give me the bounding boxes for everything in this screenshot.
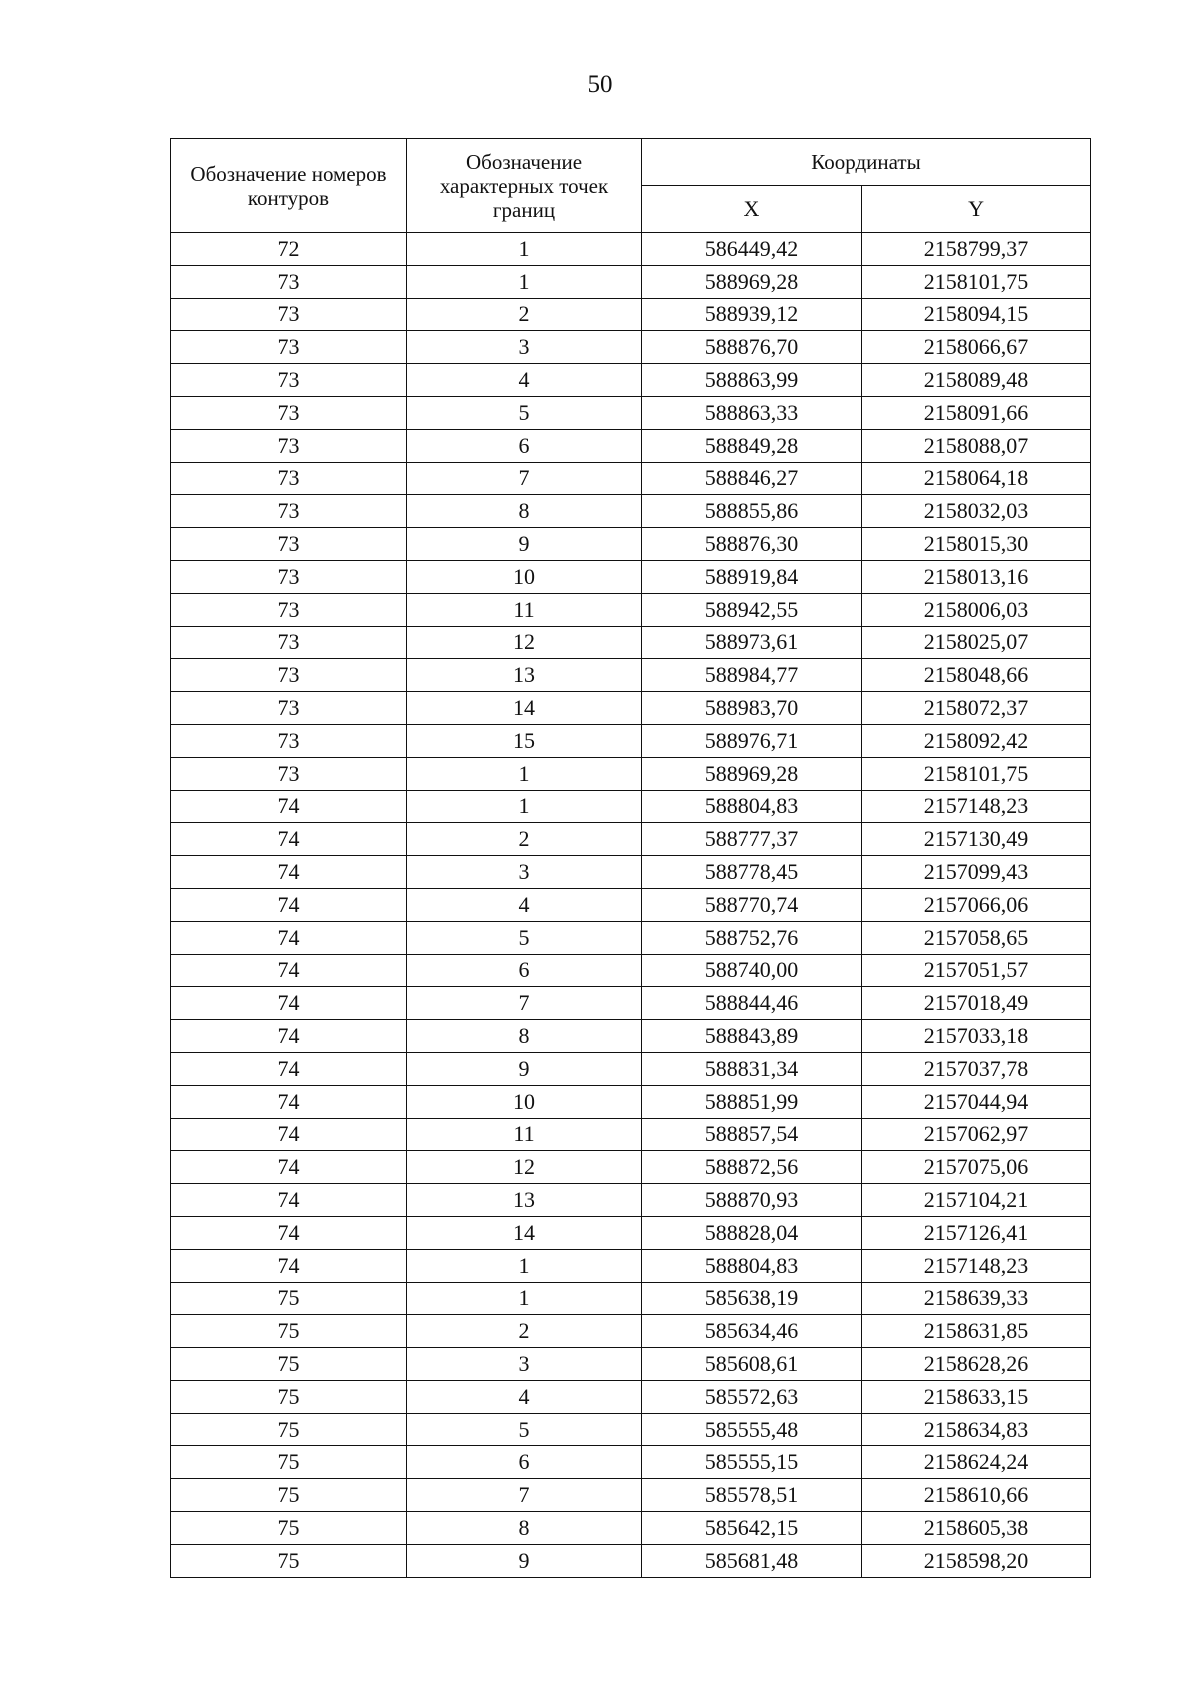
cell-y-coordinate: 2157051,57 xyxy=(862,954,1091,987)
table-row xyxy=(171,1413,1091,1446)
cell-contour-number: 74 xyxy=(171,954,407,987)
cell-x-coordinate: 588870,93 xyxy=(642,1184,862,1217)
cell-point-number: 1 xyxy=(407,233,642,266)
cell-point-number: 10 xyxy=(407,1085,642,1118)
cell-contour-number: 73 xyxy=(171,364,407,397)
cell-x-coordinate: 588876,30 xyxy=(642,528,862,561)
cell-x-coordinate: 588863,99 xyxy=(642,364,862,397)
cell-point-number: 9 xyxy=(407,528,642,561)
cell-y-coordinate: 2158048,66 xyxy=(862,659,1091,692)
table-row xyxy=(171,1282,1091,1315)
cell-contour-number: 73 xyxy=(171,659,407,692)
table-row xyxy=(171,1052,1091,1085)
cell-point-number: 7 xyxy=(407,987,642,1020)
cell-contour-number: 75 xyxy=(171,1479,407,1512)
table-row xyxy=(171,1544,1091,1577)
table-row xyxy=(171,1512,1091,1545)
header-boundary-point: Обозначение характерных точек границ xyxy=(407,139,642,233)
table-row xyxy=(171,396,1091,429)
cell-y-coordinate: 2157018,49 xyxy=(862,987,1091,1020)
header-row-top xyxy=(171,139,1091,186)
table-row xyxy=(171,823,1091,856)
table-row xyxy=(171,233,1091,266)
cell-x-coordinate: 588778,45 xyxy=(642,856,862,889)
table-row xyxy=(171,331,1091,364)
cell-x-coordinate: 588919,84 xyxy=(642,560,862,593)
cell-contour-number: 74 xyxy=(171,1216,407,1249)
table-row xyxy=(171,1446,1091,1479)
table-row xyxy=(171,790,1091,823)
table-body xyxy=(171,233,1091,1578)
coordinates-table xyxy=(170,138,1091,1578)
table-row xyxy=(171,429,1091,462)
table-row xyxy=(171,1249,1091,1282)
cell-contour-number: 74 xyxy=(171,921,407,954)
cell-x-coordinate: 588770,74 xyxy=(642,888,862,921)
cell-x-coordinate: 588740,00 xyxy=(642,954,862,987)
cell-x-coordinate: 585555,48 xyxy=(642,1413,862,1446)
table-row xyxy=(171,1184,1091,1217)
cell-point-number: 8 xyxy=(407,495,642,528)
table-row xyxy=(171,1315,1091,1348)
cell-x-coordinate: 588849,28 xyxy=(642,429,862,462)
cell-contour-number: 74 xyxy=(171,987,407,1020)
cell-contour-number: 74 xyxy=(171,1151,407,1184)
cell-x-coordinate: 588844,46 xyxy=(642,987,862,1020)
cell-point-number: 6 xyxy=(407,429,642,462)
cell-x-coordinate: 588828,04 xyxy=(642,1216,862,1249)
cell-y-coordinate: 2158089,48 xyxy=(862,364,1091,397)
table-row xyxy=(171,462,1091,495)
cell-y-coordinate: 2157148,23 xyxy=(862,1249,1091,1282)
cell-contour-number: 73 xyxy=(171,429,407,462)
cell-x-coordinate: 585555,15 xyxy=(642,1446,862,1479)
table-row xyxy=(171,659,1091,692)
header-contour-number: Обозначение номеров контуров xyxy=(171,139,407,233)
cell-y-coordinate: 2157033,18 xyxy=(862,1020,1091,1053)
cell-contour-number: 74 xyxy=(171,888,407,921)
table-row xyxy=(171,724,1091,757)
table-row xyxy=(171,1085,1091,1118)
cell-x-coordinate: 588851,99 xyxy=(642,1085,862,1118)
cell-point-number: 1 xyxy=(407,1249,642,1282)
cell-y-coordinate: 2157075,06 xyxy=(862,1151,1091,1184)
table-row xyxy=(171,1380,1091,1413)
cell-point-number: 10 xyxy=(407,560,642,593)
cell-y-coordinate: 2158631,85 xyxy=(862,1315,1091,1348)
table-row xyxy=(171,560,1091,593)
cell-x-coordinate: 588984,77 xyxy=(642,659,862,692)
table-row xyxy=(171,954,1091,987)
cell-contour-number: 73 xyxy=(171,528,407,561)
cell-contour-number: 75 xyxy=(171,1282,407,1315)
cell-y-coordinate: 2158015,30 xyxy=(862,528,1091,561)
cell-point-number: 5 xyxy=(407,921,642,954)
table-row xyxy=(171,1151,1091,1184)
cell-x-coordinate: 585638,19 xyxy=(642,1282,862,1315)
cell-contour-number: 75 xyxy=(171,1348,407,1381)
table-row xyxy=(171,921,1091,954)
cell-x-coordinate: 588863,33 xyxy=(642,396,862,429)
cell-contour-number: 74 xyxy=(171,856,407,889)
cell-contour-number: 73 xyxy=(171,331,407,364)
cell-x-coordinate: 588973,61 xyxy=(642,626,862,659)
cell-point-number: 2 xyxy=(407,823,642,856)
cell-y-coordinate: 2157104,21 xyxy=(862,1184,1091,1217)
cell-contour-number: 75 xyxy=(171,1446,407,1479)
cell-point-number: 5 xyxy=(407,396,642,429)
table-row xyxy=(171,1118,1091,1151)
cell-y-coordinate: 2157126,41 xyxy=(862,1216,1091,1249)
cell-y-coordinate: 2158799,37 xyxy=(862,233,1091,266)
cell-point-number: 9 xyxy=(407,1052,642,1085)
cell-x-coordinate: 588876,70 xyxy=(642,331,862,364)
cell-y-coordinate: 2158088,07 xyxy=(862,429,1091,462)
cell-x-coordinate: 588976,71 xyxy=(642,724,862,757)
cell-contour-number: 75 xyxy=(171,1413,407,1446)
cell-x-coordinate: 586449,42 xyxy=(642,233,862,266)
cell-contour-number: 72 xyxy=(171,233,407,266)
cell-y-coordinate: 2157058,65 xyxy=(862,921,1091,954)
cell-contour-number: 75 xyxy=(171,1380,407,1413)
cell-contour-number: 73 xyxy=(171,560,407,593)
cell-contour-number: 74 xyxy=(171,1020,407,1053)
table-row xyxy=(171,1479,1091,1512)
cell-contour-number: 74 xyxy=(171,1052,407,1085)
cell-y-coordinate: 2158624,24 xyxy=(862,1446,1091,1479)
cell-y-coordinate: 2158639,33 xyxy=(862,1282,1091,1315)
cell-point-number: 1 xyxy=(407,757,642,790)
cell-y-coordinate: 2158633,15 xyxy=(862,1380,1091,1413)
cell-point-number: 2 xyxy=(407,298,642,331)
cell-x-coordinate: 588969,28 xyxy=(642,757,862,790)
cell-point-number: 4 xyxy=(407,1380,642,1413)
cell-point-number: 14 xyxy=(407,1216,642,1249)
cell-y-coordinate: 2158025,07 xyxy=(862,626,1091,659)
cell-point-number: 11 xyxy=(407,593,642,626)
table-row xyxy=(171,692,1091,725)
cell-point-number: 3 xyxy=(407,856,642,889)
cell-point-number: 2 xyxy=(407,1315,642,1348)
header-coordinates: Координаты xyxy=(642,139,1091,186)
cell-point-number: 15 xyxy=(407,724,642,757)
cell-x-coordinate: 588857,54 xyxy=(642,1118,862,1151)
cell-x-coordinate: 588872,56 xyxy=(642,1151,862,1184)
table-row xyxy=(171,757,1091,790)
cell-x-coordinate: 585608,61 xyxy=(642,1348,862,1381)
cell-point-number: 1 xyxy=(407,790,642,823)
cell-contour-number: 73 xyxy=(171,724,407,757)
cell-y-coordinate: 2158072,37 xyxy=(862,692,1091,725)
cell-point-number: 9 xyxy=(407,1544,642,1577)
table-row xyxy=(171,495,1091,528)
table-row xyxy=(171,1216,1091,1249)
header-x: X xyxy=(642,186,862,233)
cell-y-coordinate: 2157062,97 xyxy=(862,1118,1091,1151)
cell-point-number: 8 xyxy=(407,1020,642,1053)
cell-contour-number: 73 xyxy=(171,462,407,495)
cell-y-coordinate: 2158634,83 xyxy=(862,1413,1091,1446)
cell-point-number: 3 xyxy=(407,1348,642,1381)
cell-x-coordinate: 588983,70 xyxy=(642,692,862,725)
cell-contour-number: 74 xyxy=(171,790,407,823)
cell-y-coordinate: 2158628,26 xyxy=(862,1348,1091,1381)
cell-contour-number: 73 xyxy=(171,298,407,331)
table-row xyxy=(171,364,1091,397)
cell-y-coordinate: 2158091,66 xyxy=(862,396,1091,429)
table-header xyxy=(171,139,1091,233)
cell-y-coordinate: 2157044,94 xyxy=(862,1085,1091,1118)
cell-point-number: 7 xyxy=(407,462,642,495)
cell-x-coordinate: 588843,89 xyxy=(642,1020,862,1053)
cell-point-number: 4 xyxy=(407,364,642,397)
cell-point-number: 4 xyxy=(407,888,642,921)
cell-y-coordinate: 2158064,18 xyxy=(862,462,1091,495)
cell-x-coordinate: 588831,34 xyxy=(642,1052,862,1085)
table-row xyxy=(171,626,1091,659)
table-row xyxy=(171,888,1091,921)
cell-contour-number: 75 xyxy=(171,1544,407,1577)
cell-contour-number: 75 xyxy=(171,1512,407,1545)
cell-x-coordinate: 588942,55 xyxy=(642,593,862,626)
cell-x-coordinate: 588969,28 xyxy=(642,265,862,298)
page-number: 50 xyxy=(587,71,613,98)
cell-contour-number: 73 xyxy=(171,692,407,725)
cell-x-coordinate: 588777,37 xyxy=(642,823,862,856)
cell-point-number: 12 xyxy=(407,1151,642,1184)
cell-contour-number: 75 xyxy=(171,1315,407,1348)
cell-contour-number: 73 xyxy=(171,265,407,298)
cell-y-coordinate: 2157130,49 xyxy=(862,823,1091,856)
cell-point-number: 5 xyxy=(407,1413,642,1446)
cell-x-coordinate: 588939,12 xyxy=(642,298,862,331)
cell-y-coordinate: 2158101,75 xyxy=(862,265,1091,298)
cell-point-number: 14 xyxy=(407,692,642,725)
table-row xyxy=(171,593,1091,626)
cell-y-coordinate: 2157148,23 xyxy=(862,790,1091,823)
cell-point-number: 8 xyxy=(407,1512,642,1545)
cell-point-number: 1 xyxy=(407,1282,642,1315)
cell-y-coordinate: 2158610,66 xyxy=(862,1479,1091,1512)
cell-x-coordinate: 588846,27 xyxy=(642,462,862,495)
cell-y-coordinate: 2157037,78 xyxy=(862,1052,1091,1085)
cell-point-number: 3 xyxy=(407,331,642,364)
cell-point-number: 12 xyxy=(407,626,642,659)
cell-x-coordinate: 585634,46 xyxy=(642,1315,862,1348)
cell-x-coordinate: 585572,63 xyxy=(642,1380,862,1413)
table-row xyxy=(171,856,1091,889)
cell-point-number: 11 xyxy=(407,1118,642,1151)
table-row xyxy=(171,528,1091,561)
cell-x-coordinate: 588804,83 xyxy=(642,1249,862,1282)
cell-x-coordinate: 588752,76 xyxy=(642,921,862,954)
cell-contour-number: 74 xyxy=(171,1085,407,1118)
cell-y-coordinate: 2158101,75 xyxy=(862,757,1091,790)
table-row xyxy=(171,987,1091,1020)
cell-point-number: 6 xyxy=(407,954,642,987)
cell-x-coordinate: 588804,83 xyxy=(642,790,862,823)
cell-point-number: 1 xyxy=(407,265,642,298)
cell-contour-number: 74 xyxy=(171,1184,407,1217)
cell-contour-number: 74 xyxy=(171,823,407,856)
cell-contour-number: 73 xyxy=(171,626,407,659)
cell-point-number: 6 xyxy=(407,1446,642,1479)
cell-contour-number: 73 xyxy=(171,593,407,626)
cell-contour-number: 73 xyxy=(171,757,407,790)
table-row xyxy=(171,1020,1091,1053)
table-row xyxy=(171,298,1091,331)
cell-y-coordinate: 2158006,03 xyxy=(862,593,1091,626)
cell-y-coordinate: 2157066,06 xyxy=(862,888,1091,921)
cell-y-coordinate: 2158013,16 xyxy=(862,560,1091,593)
cell-contour-number: 73 xyxy=(171,495,407,528)
table-row xyxy=(171,265,1091,298)
cell-y-coordinate: 2158066,67 xyxy=(862,331,1091,364)
cell-point-number: 13 xyxy=(407,1184,642,1217)
header-y: Y xyxy=(862,186,1091,233)
cell-y-coordinate: 2158092,42 xyxy=(862,724,1091,757)
cell-y-coordinate: 2158598,20 xyxy=(862,1544,1091,1577)
cell-contour-number: 73 xyxy=(171,396,407,429)
cell-y-coordinate: 2158032,03 xyxy=(862,495,1091,528)
cell-x-coordinate: 585681,48 xyxy=(642,1544,862,1577)
cell-x-coordinate: 585578,51 xyxy=(642,1479,862,1512)
cell-y-coordinate: 2157099,43 xyxy=(862,856,1091,889)
cell-point-number: 7 xyxy=(407,1479,642,1512)
cell-contour-number: 74 xyxy=(171,1249,407,1282)
cell-y-coordinate: 2158094,15 xyxy=(862,298,1091,331)
table-row xyxy=(171,1348,1091,1381)
cell-x-coordinate: 585642,15 xyxy=(642,1512,862,1545)
cell-contour-number: 74 xyxy=(171,1118,407,1151)
cell-x-coordinate: 588855,86 xyxy=(642,495,862,528)
cell-y-coordinate: 2158605,38 xyxy=(862,1512,1091,1545)
cell-point-number: 13 xyxy=(407,659,642,692)
